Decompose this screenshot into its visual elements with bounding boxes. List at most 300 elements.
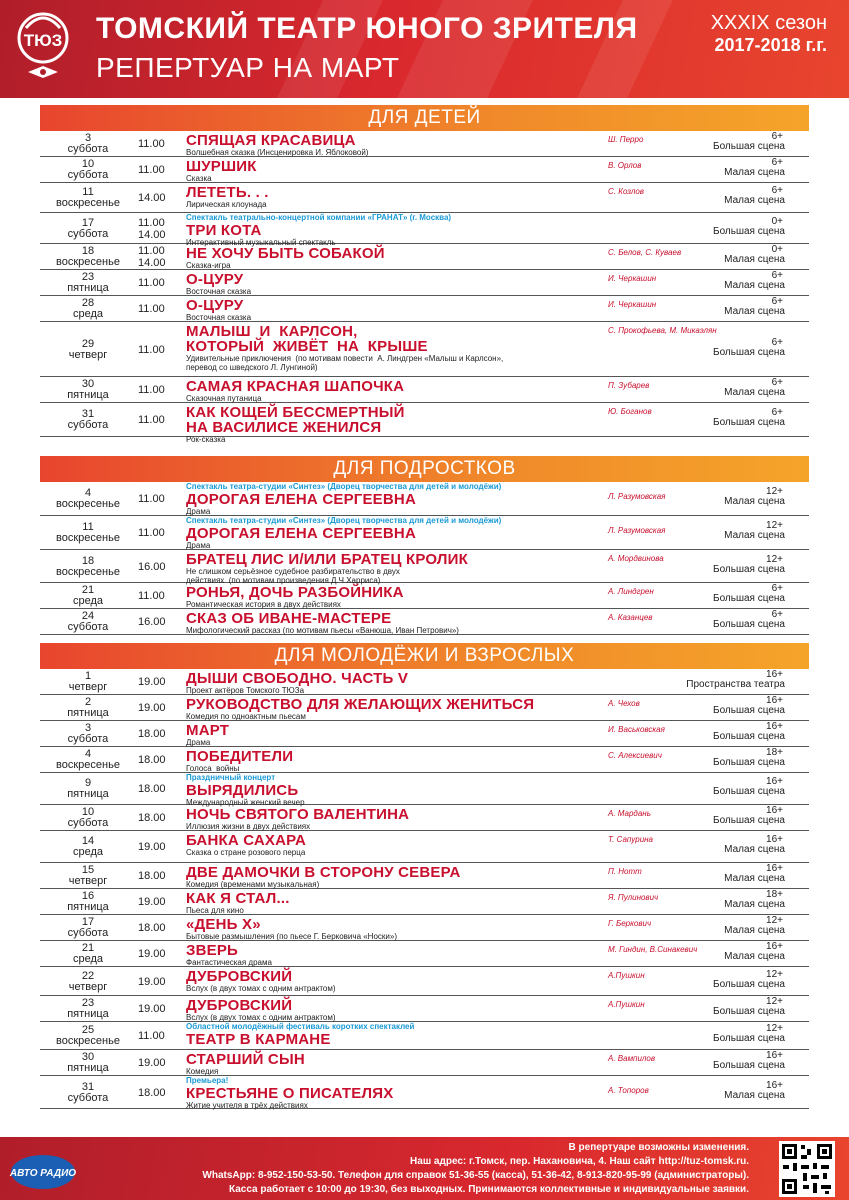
performance-author: И. Васьковская — [608, 725, 665, 734]
performance-time: 14.00 — [138, 192, 166, 204]
performance-author: А. Топоров — [608, 1086, 649, 1095]
performance-title: ДВЕ ДАМОЧКИ В СТОРОНУ СЕВЕРА — [186, 864, 461, 881]
performance-description: Иллюзия жизни в двух действиях — [186, 822, 311, 831]
performance-time: 11.00 — [138, 344, 165, 356]
performance-row[interactable] — [40, 695, 809, 721]
performance-date: 31 — [81, 1081, 95, 1093]
performance-weekday: воскресенье — [56, 532, 120, 544]
age-rating: 12+ — [766, 996, 783, 1007]
performance-pretitle: Спектакль театра-студии «Синтез» (Дворец творчества для детей и молодёжи) — [186, 482, 502, 491]
performance-row[interactable] — [40, 967, 809, 996]
performance-weekday: суббота — [67, 169, 109, 181]
performance-date: 10 — [81, 806, 95, 818]
performance-stage: Малая сцена — [724, 254, 785, 265]
performance-date: 23 — [81, 271, 95, 283]
performance-stage: Большая сцена — [713, 731, 785, 742]
footer-phones: WhatsApp: 8-952-150-53-50. Телефон для справок 51-36-55 (касса), 51-36-42, 8-913-820-95-99 (администраторы). — [202, 1170, 749, 1181]
performance-date: 11 — [82, 186, 94, 198]
performance-time: 11.00 — [138, 414, 165, 426]
performance-description: Вслух (в двух томах с одним антрактом) — [186, 984, 336, 993]
performance-row[interactable] — [40, 1050, 809, 1076]
performance-weekday: четверг — [68, 681, 108, 693]
autoradio-logo-text: АВТО РАДИО — [9, 1168, 77, 1179]
performance-row[interactable] — [40, 669, 809, 695]
performance-row[interactable] — [40, 516, 809, 550]
performance-title: БРАТЕЦ ЛИС И/ИЛИ БРАТЕЦ КРОЛИК — [186, 551, 468, 568]
performance-title: ВЫРЯДИЛИСЬ — [186, 782, 299, 799]
performance-time: 19.00 — [138, 896, 166, 908]
performance-time: 19.00 — [138, 948, 166, 960]
performance-stage: Большая сцена — [713, 564, 785, 575]
performance-row[interactable] — [40, 270, 809, 296]
theatre-logo-icon — [14, 8, 72, 88]
performance-date: 17 — [81, 916, 95, 928]
performance-date: 30 — [81, 1051, 95, 1063]
performance-description: Удивительные приключения (по мотивам повести А. Линдгрен «Малыш и Карлсон», перевод со шведского Л. Лунгиной) — [186, 354, 504, 372]
performance-title: ПОБЕДИТЕЛИ — [186, 748, 294, 765]
performance-author: А. Мордвинова — [608, 554, 664, 563]
performance-stage: Большая сцена — [713, 347, 785, 358]
performance-author: И. Черкашин — [608, 274, 657, 283]
season-years: 2017-2018 г.г. — [714, 35, 827, 55]
performance-date: 3 — [84, 132, 92, 144]
performance-author: Г. Беркович — [608, 919, 652, 928]
performance-author: Ю. Боганов — [608, 407, 652, 416]
performance-date: 21 — [81, 584, 95, 596]
performance-stage: Малая сцена — [724, 899, 785, 910]
performance-weekday: суббота — [67, 143, 109, 155]
page-header — [0, 0, 849, 98]
age-rating: 6+ — [771, 407, 783, 418]
age-rating: 12+ — [766, 915, 783, 926]
performance-stage: Большая сцена — [713, 417, 785, 428]
performance-weekday: пятница — [67, 1062, 109, 1074]
performance-description: Житие учителя в трёх действиях — [186, 1101, 308, 1110]
performance-time: 18.00 — [138, 812, 166, 824]
performance-author: С. Белов, С. Куваев — [608, 248, 682, 257]
performance-time: 11.00 — [138, 1030, 165, 1042]
performance-weekday: суббота — [67, 419, 109, 431]
performance-pretitle: Областной молодёжный фестиваль коротких спектаклей — [186, 1022, 415, 1031]
performance-time: 11.00 — [138, 138, 165, 150]
section — [40, 105, 809, 444]
performance-description: Драма — [186, 507, 211, 516]
performance-time: 18.00 — [138, 754, 166, 766]
performance-title: ТРИ КОТА — [186, 222, 262, 239]
age-rating: 16+ — [766, 1080, 783, 1091]
performance-author: С. Прокофьева, М. Микаэлян — [608, 326, 717, 335]
performance-author: А. Мардань — [608, 809, 651, 818]
footer-note: В репертуаре возможны изменения. — [568, 1142, 749, 1153]
performance-date: 22 — [81, 970, 95, 982]
performance-stage: Малая сцена — [724, 951, 785, 962]
performance-stage: Малая сцена — [724, 496, 785, 507]
section — [40, 456, 809, 635]
performance-description: Комедия по одноактным пьесам — [186, 712, 306, 721]
performance-date: 24 — [81, 610, 95, 622]
performance-title: НОЧЬ СВЯТОГО ВАЛЕНТИНА — [186, 806, 410, 823]
performance-stage: Большая сцена — [713, 979, 785, 990]
performance-description: Комедия (временами музыкальная) — [186, 880, 320, 889]
performance-stage: Малая сцена — [724, 925, 785, 936]
performance-stage: Малая сцена — [724, 167, 785, 178]
section-title: ДЛЯ ДЕТЕЙ — [40, 105, 809, 131]
performance-row[interactable] — [40, 831, 809, 863]
performance-stage: Большая сцена — [713, 593, 785, 604]
performance-time: 11.00 14.00 — [138, 245, 166, 269]
performance-description: Интерактивный музыкальный спектакль — [186, 238, 336, 247]
performance-title: «ДЕНЬ Х» — [186, 916, 261, 933]
performance-title: ДОРОГАЯ ЕЛЕНА СЕРГЕЕВНА — [186, 491, 416, 508]
age-rating: 12+ — [766, 520, 783, 531]
performance-description: Романтическая история в двух действиях — [186, 600, 341, 609]
age-rating: 6+ — [771, 296, 783, 307]
performance-author: Л. Разумовская — [608, 492, 666, 501]
performance-title: САМАЯ КРАСНАЯ ШАПОЧКА — [186, 378, 405, 395]
age-rating: 16+ — [766, 863, 783, 874]
performance-weekday: суббота — [67, 621, 109, 633]
performance-row[interactable] — [40, 244, 809, 270]
autoradio-logo-icon — [8, 1150, 78, 1192]
performance-row[interactable] — [40, 322, 809, 377]
performance-date: 21 — [81, 942, 95, 954]
performance-weekday: воскресенье — [56, 256, 120, 268]
performance-stage: Малая сцена — [724, 195, 785, 206]
performance-stage: Малая сцена — [724, 280, 785, 291]
performance-stage: Малая сцена — [724, 306, 785, 317]
performance-description: Бытовые размышления (по пьесе Г. Берковича «Носки») — [186, 932, 397, 941]
performance-description: Не слишком серьёзное судебное разбирательство в двух действиях (по мотивам произведения Д.Ч.Харриса) — [186, 567, 400, 585]
performance-weekday: четверг — [68, 349, 108, 361]
performance-date: 9 — [84, 777, 92, 789]
performance-weekday: суббота — [67, 927, 109, 939]
performance-time: 11.00 — [138, 527, 165, 539]
performance-stage: Большая сцена — [713, 1006, 785, 1017]
age-rating: 12+ — [766, 554, 783, 565]
performance-description: Пьеса для кино — [186, 906, 244, 915]
age-rating: 16+ — [766, 721, 783, 732]
performance-stage: Большая сцена — [713, 705, 785, 716]
performance-pretitle: Спектакль театрально-концертной компании «ГРАНАТ» (г. Москва) — [186, 213, 452, 222]
performance-description: Рок-сказка — [186, 435, 226, 444]
qr-code-icon[interactable] — [779, 1141, 835, 1197]
performance-title: ЗВЕРЬ — [186, 942, 239, 959]
performance-author: М. Гиндин, В.Синакевич — [608, 945, 698, 954]
performance-weekday: пятница — [67, 1008, 109, 1020]
performance-row[interactable] — [40, 941, 809, 967]
performance-pretitle: Спектакль театра-студии «Синтез» (Дворец творчества для детей и молодёжи) — [186, 516, 502, 525]
performance-time: 18.00 — [138, 1087, 166, 1099]
age-rating: 16+ — [766, 834, 783, 845]
performance-time: 19.00 — [138, 1057, 166, 1069]
performance-description: Драма — [186, 541, 211, 550]
performance-date: 2 — [84, 696, 92, 708]
age-rating: 6+ — [771, 337, 783, 348]
performance-author: В. Орлов — [608, 161, 642, 170]
performance-date: 4 — [84, 748, 92, 760]
performance-row[interactable] — [40, 863, 809, 889]
performance-date: 1 — [84, 670, 92, 682]
performance-description: Восточная сказка — [186, 287, 252, 296]
performance-title: ДУБРОВСКИЙ — [186, 968, 293, 985]
performance-weekday: воскресенье — [56, 759, 120, 771]
performance-weekday: пятница — [67, 389, 109, 401]
performance-weekday: четверг — [68, 875, 108, 887]
performance-row[interactable] — [40, 213, 809, 247]
performance-weekday: пятница — [67, 707, 109, 719]
performance-time: 11.00 — [138, 164, 165, 176]
performance-weekday: среда — [72, 595, 104, 607]
performance-author: Т. Сапурина — [608, 835, 653, 844]
performance-description: Лирическая клоунада — [186, 200, 267, 209]
performance-description: Голоса войны — [186, 764, 240, 773]
performance-title: О-ЦУРУ — [186, 271, 244, 288]
season-label: XXXIX сезон — [710, 12, 827, 34]
performance-weekday: суббота — [67, 733, 109, 745]
performance-stage: Большая сцена — [713, 757, 785, 768]
performance-author: С. Алексиевич — [608, 751, 662, 760]
age-rating: 16+ — [766, 669, 783, 680]
age-rating: 0+ — [771, 244, 783, 255]
performance-row[interactable] — [40, 550, 809, 583]
footer-address: Наш адрес: г.Томск, пер. Нахановича, 4. Наш сайт http://tuz-tomsk.ru. — [410, 1156, 749, 1167]
performance-description: Драма — [186, 738, 211, 747]
performance-date: 10 — [81, 158, 95, 170]
performance-date: 3 — [84, 722, 92, 734]
performance-weekday: воскресенье — [56, 197, 120, 209]
age-rating: 6+ — [771, 131, 783, 142]
performance-stage: Большая сцена — [713, 619, 785, 630]
age-rating: 12+ — [766, 486, 783, 497]
age-rating: 6+ — [771, 157, 783, 168]
performance-time: 18.00 — [138, 922, 166, 934]
performance-stage: Большая сцена — [713, 786, 785, 797]
performance-description: Фантастическая драма — [186, 958, 272, 967]
performance-row[interactable] — [40, 915, 809, 941]
age-rating: 16+ — [766, 941, 783, 952]
performance-row[interactable] — [40, 583, 809, 609]
age-rating: 18+ — [766, 747, 783, 758]
performance-title: ЛЕТЕТЬ. . . — [186, 184, 269, 201]
performance-author: А. Вампилов — [608, 1054, 656, 1063]
performance-weekday: среда — [72, 308, 104, 320]
performance-stage: Малая сцена — [724, 873, 785, 884]
performance-row[interactable] — [40, 296, 809, 322]
performance-row[interactable] — [40, 721, 809, 747]
performance-date: 30 — [81, 378, 95, 390]
performance-stage: Малая сцена — [724, 1090, 785, 1101]
performance-time: 18.00 — [138, 783, 166, 795]
page-subtitle: РЕПЕРТУАР НА МАРТ — [96, 52, 400, 83]
performance-title: ДОРОГАЯ ЕЛЕНА СЕРГЕЕВНА — [186, 525, 416, 542]
performance-author: А. Казанцев — [608, 613, 653, 622]
performance-date: 17 — [81, 217, 95, 229]
performance-weekday: воскресенье — [56, 566, 120, 578]
age-rating: 16+ — [766, 1050, 783, 1061]
performance-time: 19.00 — [138, 976, 166, 988]
section-title: ДЛЯ МОЛОДЁЖИ И ВЗРОСЛЫХ — [40, 643, 809, 669]
season-info — [711, 12, 827, 56]
age-rating: 6+ — [771, 583, 783, 594]
performance-title: ТЕАТР В КАРМАНЕ — [186, 1031, 331, 1048]
performance-weekday: суббота — [67, 817, 109, 829]
age-rating: 18+ — [766, 889, 783, 900]
performance-author: Л. Разумовская — [608, 526, 666, 535]
performance-title: ШУРШИК — [186, 158, 257, 175]
performance-title: ДУБРОВСКИЙ — [186, 997, 293, 1014]
performance-title: НЕ ХОЧУ БЫТЬ СОБАКОЙ — [186, 245, 385, 262]
performance-weekday: пятница — [67, 282, 109, 294]
performance-date: 15 — [81, 864, 95, 876]
performance-row[interactable] — [40, 996, 809, 1022]
performance-stage: Малая сцена — [724, 387, 785, 398]
performance-time: 11.00 — [138, 493, 165, 505]
performance-weekday: воскресенье — [56, 498, 120, 510]
performance-title: КАК Я СТАЛ... — [186, 890, 290, 907]
logo-text: ТЮЗ — [23, 31, 63, 50]
performance-weekday: среда — [72, 846, 104, 858]
performance-time: 19.00 — [138, 841, 166, 853]
performance-time: 11.00 14.00 — [138, 217, 166, 241]
performance-weekday: суббота — [67, 1092, 109, 1104]
performance-stage: Большая сцена — [713, 141, 785, 152]
performance-description: Мифологический рассказ (по мотивам пьесы «Ванюша, Иван Петрович») — [186, 626, 459, 635]
age-rating: 6+ — [771, 609, 783, 620]
age-rating: 6+ — [771, 185, 783, 196]
performance-description: Сказка о стране розового перца — [186, 848, 306, 857]
performance-weekday: суббота — [67, 228, 109, 240]
performance-author: П. Нотт — [608, 867, 642, 876]
performance-row[interactable] — [40, 131, 809, 157]
performance-weekday: среда — [72, 953, 104, 965]
performance-description: Сказка-игра — [186, 261, 231, 270]
performance-author: А. Чехов — [608, 699, 640, 708]
performance-date: 18 — [81, 245, 95, 257]
performance-date: 16 — [81, 890, 95, 902]
performance-description: Вслух (в двух томах с одним антрактом) — [186, 1013, 336, 1022]
performance-description: Проект актёров Томского ТЮЗа — [186, 686, 305, 695]
performance-time: 19.00 — [138, 676, 166, 688]
performance-author: А.Пушкин — [608, 1000, 645, 1009]
performance-time: 16.00 — [138, 616, 166, 628]
performance-row[interactable] — [40, 1076, 809, 1109]
performance-time: 16.00 — [138, 561, 166, 573]
age-rating: 0+ — [771, 216, 783, 227]
performance-title: КРЕСТЬЯНЕ О ПИСАТЕЛЯХ — [186, 1085, 394, 1102]
age-rating: 16+ — [766, 805, 783, 816]
performance-description: Восточная сказка — [186, 313, 252, 322]
performance-author: Ш. Перро — [608, 135, 644, 144]
performance-weekday: четверг — [68, 981, 108, 993]
performance-title: РУКОВОДСТВО ДЛЯ ЖЕЛАЮЩИХ ЖЕНИТЬСЯ — [186, 696, 535, 713]
performance-stage: Большая сцена — [713, 1060, 785, 1071]
performance-title: О-ЦУРУ — [186, 297, 244, 314]
performance-time: 19.00 — [138, 702, 166, 714]
performance-row[interactable] — [40, 157, 809, 183]
performance-time: 11.00 — [138, 590, 165, 602]
performance-description: Сказочная путаница — [186, 394, 262, 403]
performance-author: И. Черкашин — [608, 300, 657, 309]
performance-time: 11.00 — [138, 277, 165, 289]
performance-stage: Большая сцена — [713, 1033, 785, 1044]
performance-title: ДЫШИ СВОБОДНО. ЧАСТЬ V — [186, 670, 409, 687]
performance-time: 18.00 — [138, 728, 166, 740]
performance-title: РОНЬЯ, ДОЧЬ РАЗБОЙНИКА — [186, 584, 404, 601]
performance-time: 18.00 — [138, 870, 166, 882]
performance-row[interactable] — [40, 773, 809, 805]
performance-weekday: воскресенье — [56, 1035, 120, 1047]
performance-title: МАЛЫШ И КАРЛСОН, КОТОРЫЙ ЖИВЁТ НА КРЫШЕ — [186, 323, 428, 355]
performance-date: 31 — [81, 408, 95, 420]
section-title: ДЛЯ ПОДРОСТКОВ — [40, 456, 809, 482]
performance-time: 19.00 — [138, 1003, 166, 1015]
page-title: ТОМСКИЙ ТЕАТР ЮНОГО ЗРИТЕЛЯ — [96, 12, 638, 45]
performance-date: 4 — [84, 487, 92, 499]
performance-description: Комедия — [186, 1067, 219, 1076]
performance-time: 11.00 — [138, 303, 165, 315]
performance-row[interactable] — [40, 403, 809, 444]
performance-stage: Малая сцена — [724, 530, 785, 541]
performance-row[interactable] — [40, 609, 809, 635]
footer-hours: Касса работает с 10:00 до 19:30, без выходных. Принимаются коллективные и индивидуальные заявки. — [229, 1184, 749, 1195]
performance-author: П. Зубарев — [608, 381, 650, 390]
performance-date: 11 — [82, 521, 94, 533]
performance-title: СТАРШИЙ СЫН — [186, 1051, 305, 1068]
performance-row[interactable] — [40, 889, 809, 915]
performance-author: Я. Пулинович — [608, 893, 659, 902]
performance-stage: Большая сцена — [713, 815, 785, 826]
performance-stage: Пространства театра — [686, 679, 785, 690]
performance-title: СПЯЩАЯ КРАСАВИЦА — [186, 132, 356, 149]
age-rating: 16+ — [766, 776, 783, 787]
performance-title: МАРТ — [186, 722, 230, 739]
performance-date: 18 — [81, 555, 95, 567]
performance-author: С. Козлов — [608, 187, 644, 196]
performance-row[interactable] — [40, 1022, 809, 1050]
section — [40, 643, 809, 1109]
performance-author: А. Линдгрен — [608, 587, 654, 596]
performance-date: 14 — [81, 835, 95, 847]
performance-author: А.Пушкин — [608, 971, 645, 980]
performance-pretitle: Премьера! — [186, 1076, 229, 1085]
performance-title: КАК КОЩЕЙ БЕССМЕРТНЫЙ НА ВАСИЛИСЕ ЖЕНИЛСЯ — [186, 404, 405, 436]
performance-description: Сказка — [186, 174, 212, 183]
age-rating: 16+ — [766, 695, 783, 706]
performance-description: Волшебная сказка (Инсценировка И. Яблоковой) — [186, 148, 369, 157]
performance-weekday: пятница — [67, 901, 109, 913]
age-rating: 12+ — [766, 969, 783, 980]
performance-title: СКАЗ ОБ ИВАНЕ-МАСТЕРЕ — [186, 610, 392, 627]
performance-date: 28 — [81, 297, 95, 309]
performance-stage: Малая сцена — [724, 844, 785, 855]
performance-date: 23 — [81, 997, 95, 1009]
performance-date: 25 — [81, 1024, 95, 1036]
age-rating: 6+ — [771, 270, 783, 281]
performance-time: 11.00 — [138, 384, 165, 396]
performance-stage: Большая сцена — [713, 226, 785, 237]
performance-row[interactable] — [40, 183, 809, 213]
performance-row[interactable] — [40, 482, 809, 516]
performance-row[interactable] — [40, 747, 809, 773]
performance-row[interactable] — [40, 805, 809, 831]
performance-row[interactable] — [40, 377, 809, 403]
performance-description: Международный женский вечер — [186, 798, 305, 807]
performance-title: БАНКА САХАРА — [186, 832, 307, 849]
performance-date: 29 — [81, 338, 95, 350]
performance-weekday: пятница — [67, 788, 109, 800]
page-footer — [0, 1137, 849, 1200]
performance-pretitle: Праздничный концерт — [186, 773, 276, 782]
